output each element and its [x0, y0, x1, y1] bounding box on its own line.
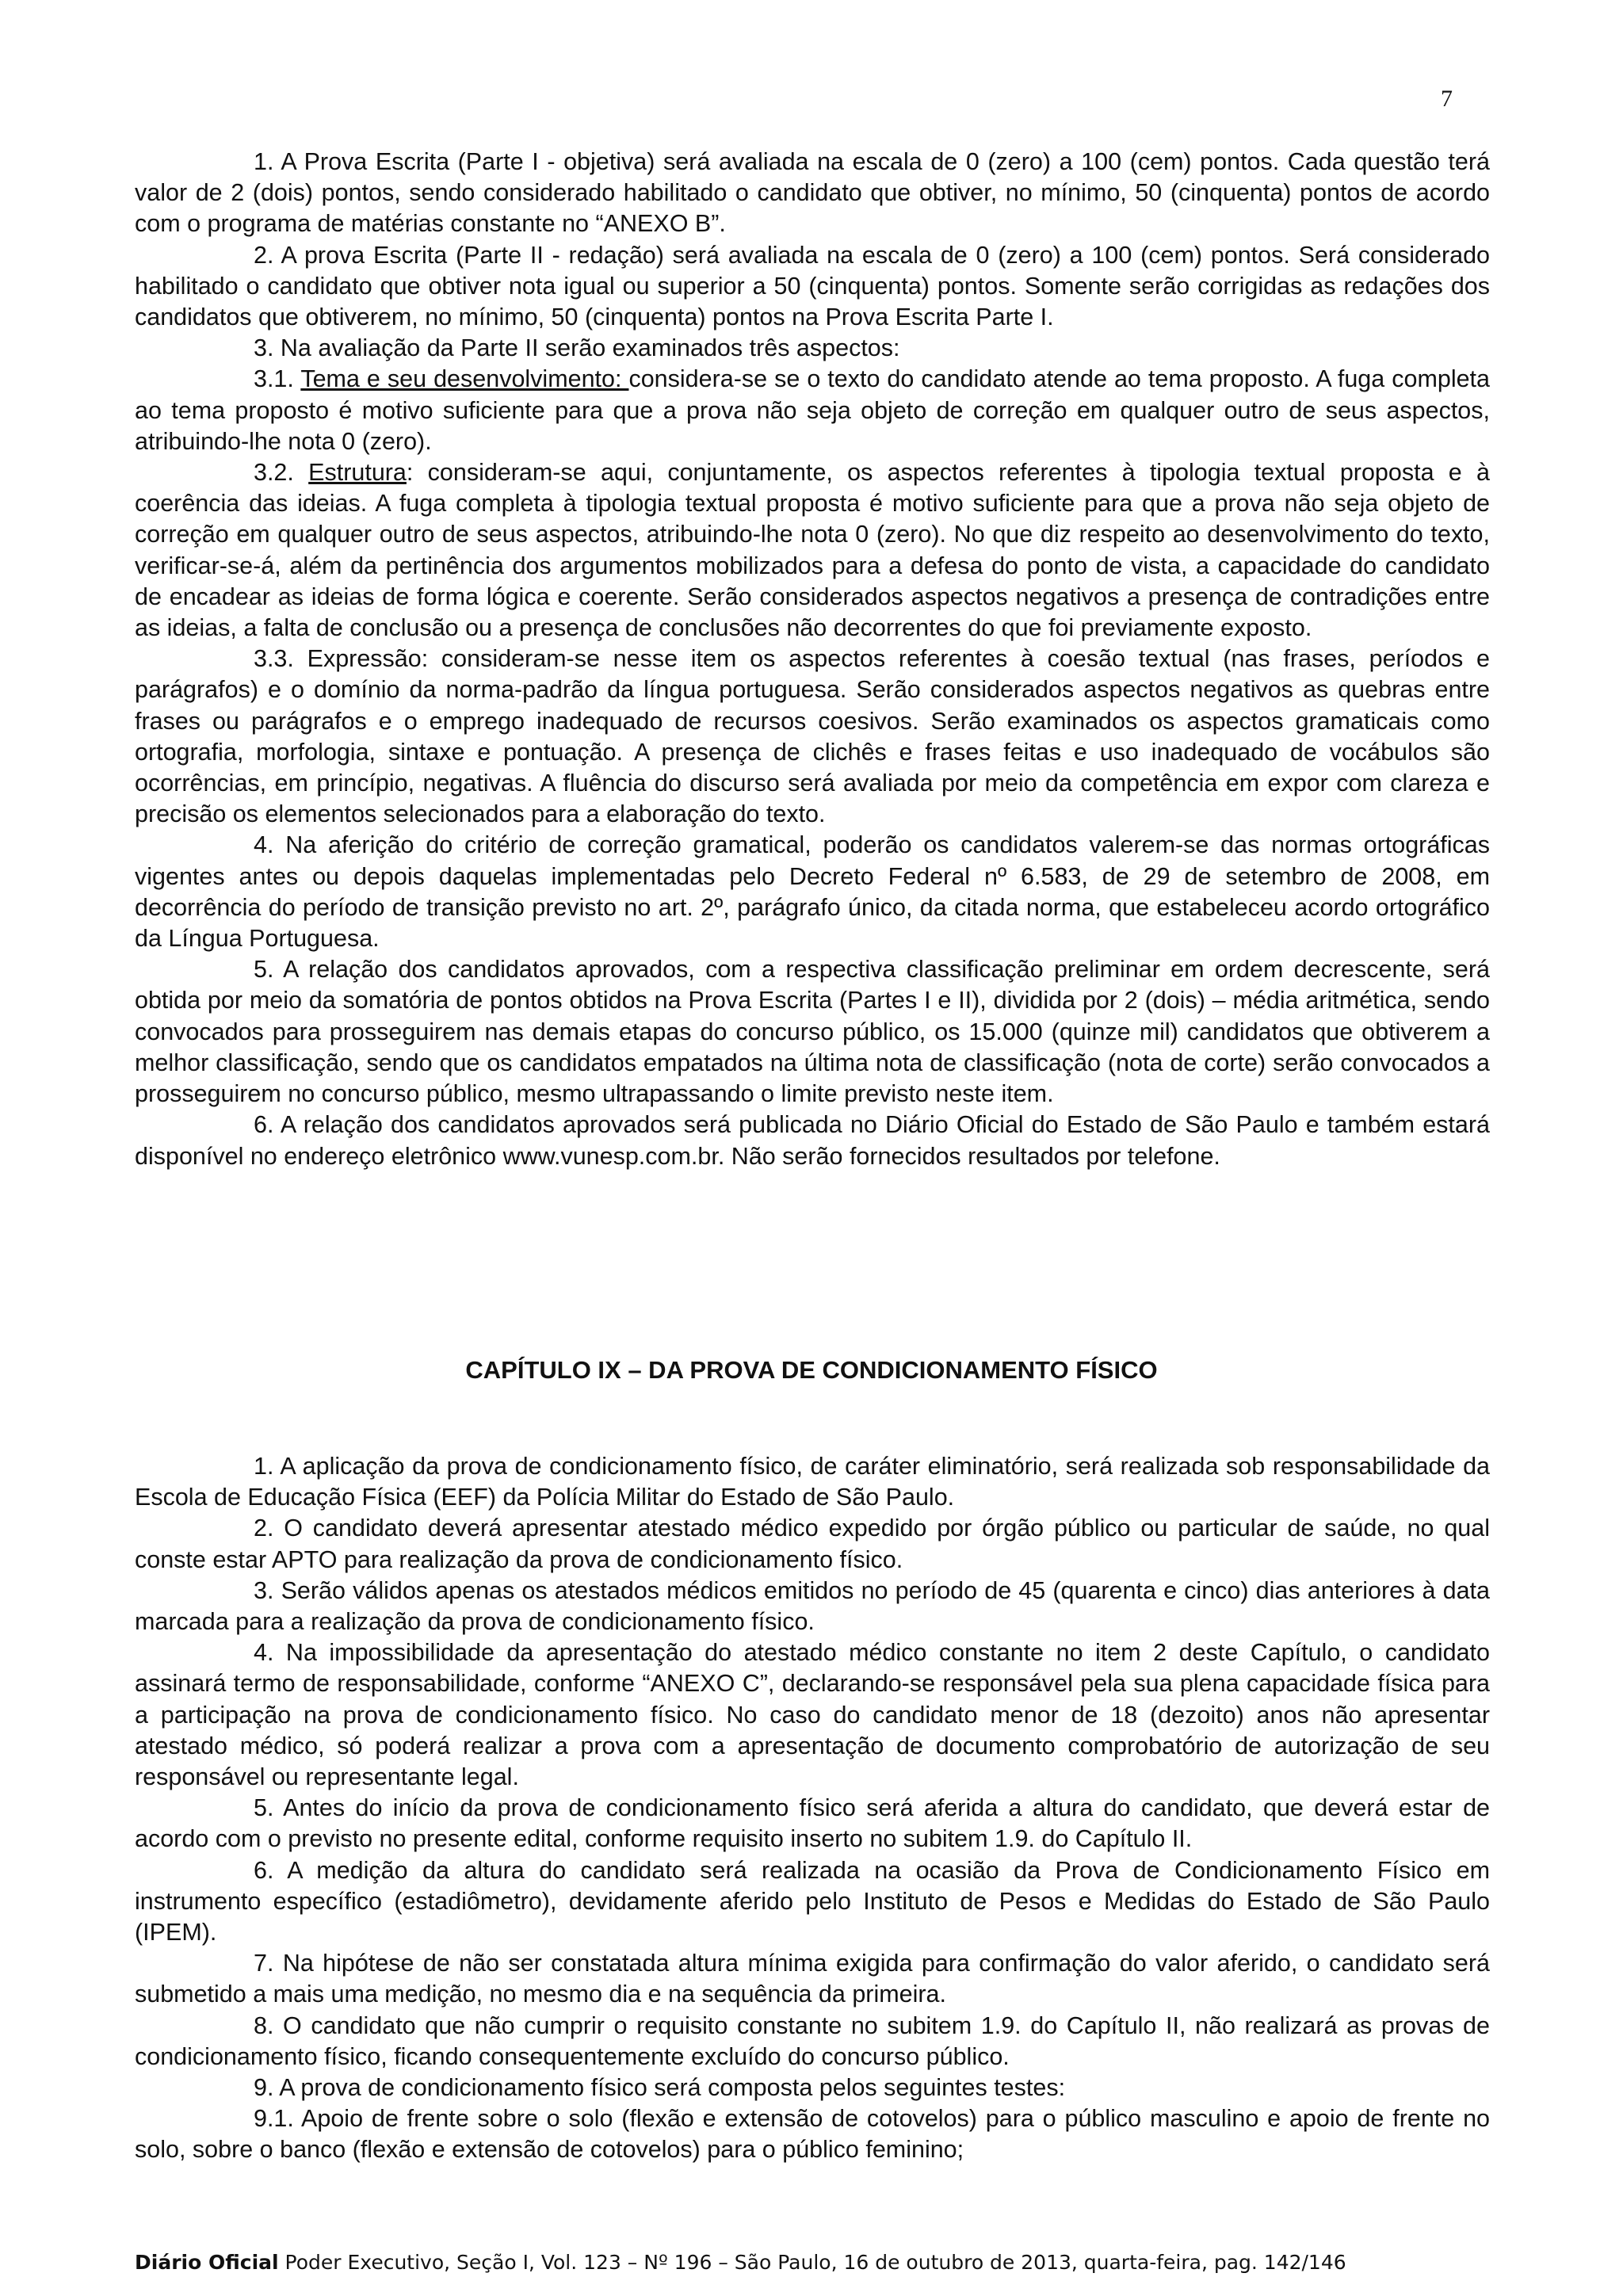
publication-details: Poder Executivo, Seção I, Vol. 123 – Nº 196 – São Paulo, 16 de outubro de 2013, quarta-feira, pag. 142/146 — [278, 2251, 1346, 2274]
underlined-term: Estrutura — [308, 459, 407, 487]
paragraph-1: 1. A aplicação da prova de condicionamento físico, de caráter eliminatório, será realizada sob responsabilidade da Escola de Educação Física (EEF) da Polícia Militar do Estado de São Paulo. — [135, 1453, 1490, 1511]
paragraph-4: 4. Na aferição do critério de correção gramatical, poderão os candidatos valerem-se das normas ortográficas vigentes antes ou depois daquelas implementadas pelo Decreto Federal nº 6.583, de 29 de setembro de 2008, em decorrência do período de transição previsto no art. 2º, parágrafo único, da citada norma, que estabeleceu acordo ortográfico da Língua Portuguesa. — [135, 831, 1490, 953]
paragraph-7: 7. Na hipótese de não ser constatada altura mínima exigida para confirmação do valor aferido, o candidato será submetido a mais uma medição, no mesmo dia e na sequência da primeira. — [135, 1950, 1490, 2008]
paragraph-6: 6. A relação dos candidatos aprovados será publicada no Diário Oficial do Estado de São Paulo e também estará disponível no endereço eletrônico www.vunesp.com.br. Não serão fornecidos resultados por telefone. — [135, 1111, 1490, 1170]
paragraph-3-2 — [135, 457, 1490, 644]
physical-test-section — [135, 1451, 1490, 2166]
paragraph-2: 2. O candidato deverá apresentar atestado médico expedido por órgão público ou particular de saúde, no qual conste estar APTO para realização da prova de condicionamento físico. — [135, 1515, 1490, 1573]
paragraph-9: 9. A prova de condicionamento físico será composta pelos seguintes testes: — [254, 2074, 1066, 2102]
paragraph-9-1: 9.1. Apoio de frente sobre o solo (flexão e extensão de cotovelos) para o público masculino e apoio de frente no solo, sobre o banco (flexão e extensão de cotovelos) para o público feminino; — [135, 2105, 1490, 2164]
paragraph-5: 5. Antes do início da prova de condicionamento físico será aferida a altura do candidato, que deverá estar de acordo com o previsto no presente edital, conforme requisito inserto no subitem 1.9. do Capítulo II. — [135, 1794, 1490, 1853]
item-number: 3.1. — [254, 365, 301, 393]
chapter-title: CAPÍTULO IX – DA PROVA DE CONDICIONAMENTO FÍSICO — [465, 1356, 1158, 1384]
exam-evaluation-section — [135, 147, 1490, 1172]
paragraph-3: 3. Na avaliação da Parte II serão examinados três aspectos: — [254, 334, 900, 362]
paragraph-8: 8. O candidato que não cumprir o requisito constante no subitem 1.9. do Capítulo II, não realizará as provas de condicionamento físico, ficando consequentemente excluído do concurso público. — [135, 2011, 1490, 2070]
paragraph-4: 4. Na impossibilidade da apresentação do atestado médico constante no item 2 deste Capítulo, o candidato assinará termo de responsabilidade, conforme “ANEXO C”, declarando-se responsável pela sua plena capacidade física para a participação na prova de condicionamento físico. No caso do candidato menor de 18 (dezoito) anos não apresentar atestado médico, só poderá realizar a prova com a apresentação de documento comprobatório de autorização de seu responsável ou representante legal. — [135, 1639, 1490, 1791]
paragraph-5: 5. A relação dos candidatos aprovados, com a respectiva classificação preliminar em ordem decrescente, será obtida por meio da somatória de pontos obtidos na Prova Escrita (Partes I e II), dividida por 2 (dois) – média aritmética, sendo convocados para prosseguirem nas demais etapas do concurso público, os 15.000 (quinze mil) candidatos que obtiverem a melhor classificação, sendo que os candidatos empatados na última nota de classificação (nota de corte) serão convocados a prosseguirem no concurso público, mesmo ultrapassando o limite previsto neste item. — [135, 956, 1490, 1108]
page-number: 7 — [1441, 86, 1453, 112]
paragraph-1: 1. A Prova Escrita (Parte I - objetiva) será avaliada na escala de 0 (zero) a 100 (cem) pontos. Cada questão terá valor de 2 (dois) pontos, sendo considerado habilitado o candidato que obtiver, no mínimo, 50 (cinquenta) pontos de acordo com o programa de matérias constante no “ANEXO B”. — [135, 148, 1490, 238]
item-number: 3.2. — [254, 459, 309, 487]
publication-name: Diário Oficial — [135, 2251, 279, 2274]
underlined-term: Tema e seu desenvolvimento: — [300, 365, 629, 393]
paragraph-6: 6. A medição da altura do candidato será realizada na ocasião da Prova de Condicionamento Físico em instrumento específico (estadiômetro), devidamente aferido pelo Instituto de Pesos e Medidas do Estado de São Paulo (IPEM). — [135, 1856, 1490, 1946]
item-text: : consideram-se aqui, conjuntamente, os aspectos referentes à tipologia textual proposta e à coerência das ideias. A fuga completa à tipologia textual proposta é motivo suficiente para que a prova não seja objeto de correção em qualquer outro de seus aspectos, atribuindo-lhe nota 0 (zero). No que diz respeito ao desenvolvimento do texto, verificar-se-á, além da pertinência dos argumentos mobilizados para a defesa do ponto de vista, a capacidade do candidato de encadear as ideias de forma lógica e coerente. Serão considerados aspectos negativos a presença de contradições entre as ideias, a falta de conclusão ou a presença de conclusões não decorrentes do que foi previamente exposto. — [135, 459, 1491, 642]
paragraph-2: 2. A prova Escrita (Parte II - redação) será avaliada na escala de 0 (zero) a 100 (cem) pontos. Será considerado habilitado o candidato que obtiver nota igual ou superior a 50 (cinquenta) pontos. Somente serão corrigidas as redações dos candidatos que obtiverem, no mínimo, 50 (cinquenta) pontos na Prova Escrita Parte I. — [135, 241, 1490, 331]
paragraph-3-1 — [135, 364, 1490, 457]
paragraph-3: 3. Serão válidos apenas os atestados médicos emitidos no período de 45 (quarenta e cinco) dias anteriores à data marcada para a realização da prova de condicionamento físico. — [135, 1576, 1490, 1636]
paragraph-3-3: 3.3. Expressão: consideram-se nesse item os aspectos referentes à coesão textual (nas frases, períodos e parágrafos) e o domínio da norma-padrão da língua portuguesa. Serão considerados aspectos negativos as quebras entre frases ou parágrafos e o emprego inadequado de recursos coesivos. Serão examinados os aspectos gramaticais como ortografia, morfologia, sintaxe e pontuação. A presença de clichês e frases feitas e uso inadequado de vocábulos são ocorrências, em princípio, negativas. A fluência do discurso será avaliada por meio da competência em expor com clareza e precisão os elementos selecionados para a elaboração do texto. — [135, 645, 1490, 828]
page-footer — [135, 2251, 1490, 2274]
item-text: considera-se se o texto do candidato atende ao tema proposto. A fuga completa ao tema proposto é motivo suficiente para que a prova não seja objeto de correção em qualquer outro de seus aspectos, atribuindo-lhe nota 0 (zero). — [135, 365, 1490, 455]
